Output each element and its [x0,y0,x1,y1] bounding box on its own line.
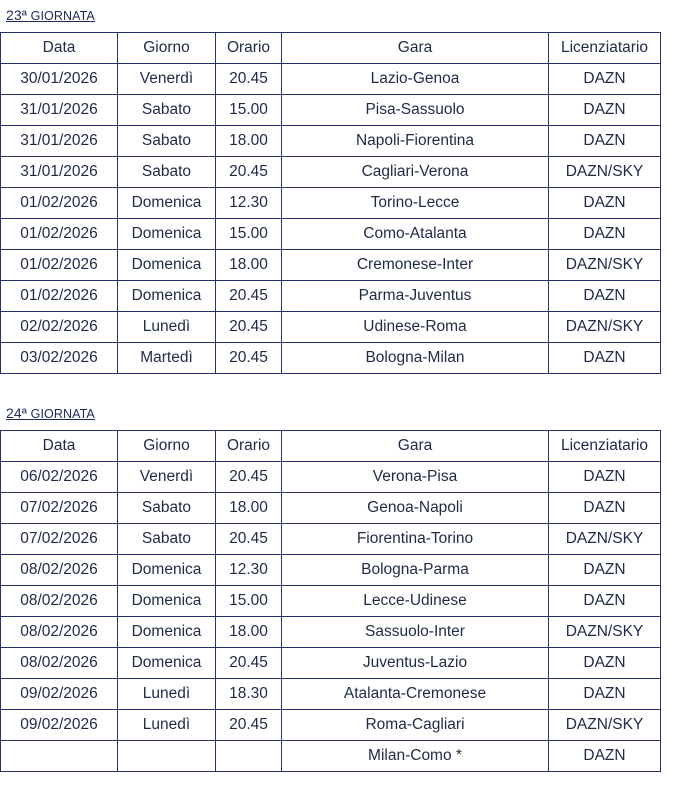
broadcaster-cell: DAZN [549,648,661,679]
match-cell: Roma-Cagliari [282,710,549,741]
time-cell: 15.00 [216,95,282,126]
broadcaster-cell: DAZN [549,64,661,95]
round-label: GIORNATA [30,9,95,23]
broadcaster-cell: DAZN [549,586,661,617]
broadcaster-cell: DAZN [549,741,661,772]
day-cell: Venerdì [118,462,216,493]
day-cell: Lunedì [118,679,216,710]
table-row [1,188,661,219]
column-header-date: Data [1,33,118,64]
date-cell: 08/02/2026 [1,555,118,586]
table-row [1,741,661,772]
match-cell: Bologna-Milan [282,343,549,374]
time-cell: 15.00 [216,219,282,250]
day-cell: Lunedì [118,710,216,741]
day-cell: Domenica [118,188,216,219]
date-cell: 02/02/2026 [1,312,118,343]
time-cell: 12.30 [216,188,282,219]
column-header-time: Orario [216,431,282,462]
match-cell: Pisa-Sassuolo [282,95,549,126]
day-cell: Sabato [118,493,216,524]
date-cell: 31/01/2026 [1,95,118,126]
table-row [1,126,661,157]
schedule-table-24 [0,430,661,772]
time-cell: 20.45 [216,281,282,312]
date-cell: 01/02/2026 [1,188,118,219]
broadcaster-cell: DAZN [549,493,661,524]
day-cell: Sabato [118,157,216,188]
broadcaster-cell: DAZN [549,95,661,126]
time-cell: 20.45 [216,710,282,741]
broadcaster-cell: DAZN [549,188,661,219]
match-cell: Milan-Como * [282,741,549,772]
match-cell: Parma-Juventus [282,281,549,312]
broadcaster-cell: DAZN [549,126,661,157]
day-cell: Domenica [118,219,216,250]
time-cell: 20.45 [216,343,282,374]
broadcaster-cell: DAZN [549,462,661,493]
day-cell: Sabato [118,524,216,555]
broadcaster-cell: DAZN/SKY [549,617,661,648]
match-cell: Cremonese-Inter [282,250,549,281]
broadcaster-cell: DAZN/SKY [549,710,661,741]
day-cell: Domenica [118,281,216,312]
date-cell: 08/02/2026 [1,617,118,648]
broadcaster-cell: DAZN/SKY [549,524,661,555]
table-row [1,493,661,524]
match-cell: Como-Atalanta [282,219,549,250]
match-cell: Juventus-Lazio [282,648,549,679]
section-title-23 [6,7,95,23]
time-cell: 18.30 [216,679,282,710]
day-cell: Domenica [118,648,216,679]
time-cell: 18.00 [216,493,282,524]
table-row [1,462,661,493]
day-cell [118,741,216,772]
broadcaster-cell: DAZN/SKY [549,157,661,188]
table-body [1,462,661,772]
broadcaster-cell: DAZN [549,281,661,312]
broadcaster-cell: DAZN [549,219,661,250]
table-row [1,679,661,710]
date-cell: 09/02/2026 [1,679,118,710]
date-cell: 07/02/2026 [1,524,118,555]
table-row [1,157,661,188]
match-cell: Genoa-Napoli [282,493,549,524]
round-label: GIORNATA [30,407,95,421]
date-cell: 31/01/2026 [1,157,118,188]
column-header-match: Gara [282,33,549,64]
column-header-time: Orario [216,33,282,64]
match-cell: Cagliari-Verona [282,157,549,188]
day-cell: Sabato [118,95,216,126]
time-cell: 15.00 [216,586,282,617]
match-cell: Verona-Pisa [282,462,549,493]
time-cell: 18.00 [216,126,282,157]
table-row [1,312,661,343]
match-cell: Sassuolo-Inter [282,617,549,648]
date-cell: 31/01/2026 [1,126,118,157]
round-number: 24ª [6,405,28,421]
date-cell: 01/02/2026 [1,281,118,312]
table-row [1,250,661,281]
table-header-row [1,431,661,462]
table-row [1,524,661,555]
broadcaster-cell: DAZN [549,343,661,374]
time-cell: 20.45 [216,64,282,95]
day-cell: Martedì [118,343,216,374]
date-cell: 03/02/2026 [1,343,118,374]
table-row [1,64,661,95]
day-cell: Domenica [118,586,216,617]
column-header-broadcaster: Licenziatario [549,33,661,64]
day-cell: Domenica [118,555,216,586]
date-cell: 30/01/2026 [1,64,118,95]
time-cell [216,741,282,772]
match-cell: Torino-Lecce [282,188,549,219]
time-cell: 20.45 [216,524,282,555]
match-cell: Udinese-Roma [282,312,549,343]
table-row [1,648,661,679]
schedule-table-23 [0,32,661,374]
column-header-match: Gara [282,431,549,462]
table-row [1,617,661,648]
day-cell: Domenica [118,617,216,648]
broadcaster-cell: DAZN/SKY [549,250,661,281]
time-cell: 20.45 [216,312,282,343]
round-number: 23ª [6,7,28,23]
date-cell: 09/02/2026 [1,710,118,741]
day-cell: Domenica [118,250,216,281]
time-cell: 20.45 [216,157,282,188]
date-cell [1,741,118,772]
column-header-day: Giorno [118,431,216,462]
time-cell: 18.00 [216,617,282,648]
match-cell: Fiorentina-Torino [282,524,549,555]
time-cell: 18.00 [216,250,282,281]
date-cell: 08/02/2026 [1,648,118,679]
column-header-day: Giorno [118,33,216,64]
day-cell: Venerdì [118,64,216,95]
broadcaster-cell: DAZN [549,555,661,586]
table-row [1,219,661,250]
table-row [1,95,661,126]
table-row [1,555,661,586]
day-cell: Sabato [118,126,216,157]
table-row [1,586,661,617]
match-cell: Napoli-Fiorentina [282,126,549,157]
day-cell: Lunedì [118,312,216,343]
match-cell: Bologna-Parma [282,555,549,586]
table-header-row [1,33,661,64]
time-cell: 20.45 [216,462,282,493]
broadcaster-cell: DAZN/SKY [549,312,661,343]
table-row [1,343,661,374]
time-cell: 20.45 [216,648,282,679]
date-cell: 06/02/2026 [1,462,118,493]
date-cell: 07/02/2026 [1,493,118,524]
date-cell: 01/02/2026 [1,250,118,281]
table-row [1,281,661,312]
section-title-24 [6,405,95,421]
broadcaster-cell: DAZN [549,679,661,710]
date-cell: 08/02/2026 [1,586,118,617]
time-cell: 12.30 [216,555,282,586]
match-cell: Atalanta-Cremonese [282,679,549,710]
column-header-broadcaster: Licenziatario [549,431,661,462]
match-cell: Lazio-Genoa [282,64,549,95]
column-header-date: Data [1,431,118,462]
table-body [1,64,661,374]
date-cell: 01/02/2026 [1,219,118,250]
match-cell: Lecce-Udinese [282,586,549,617]
table-row [1,710,661,741]
